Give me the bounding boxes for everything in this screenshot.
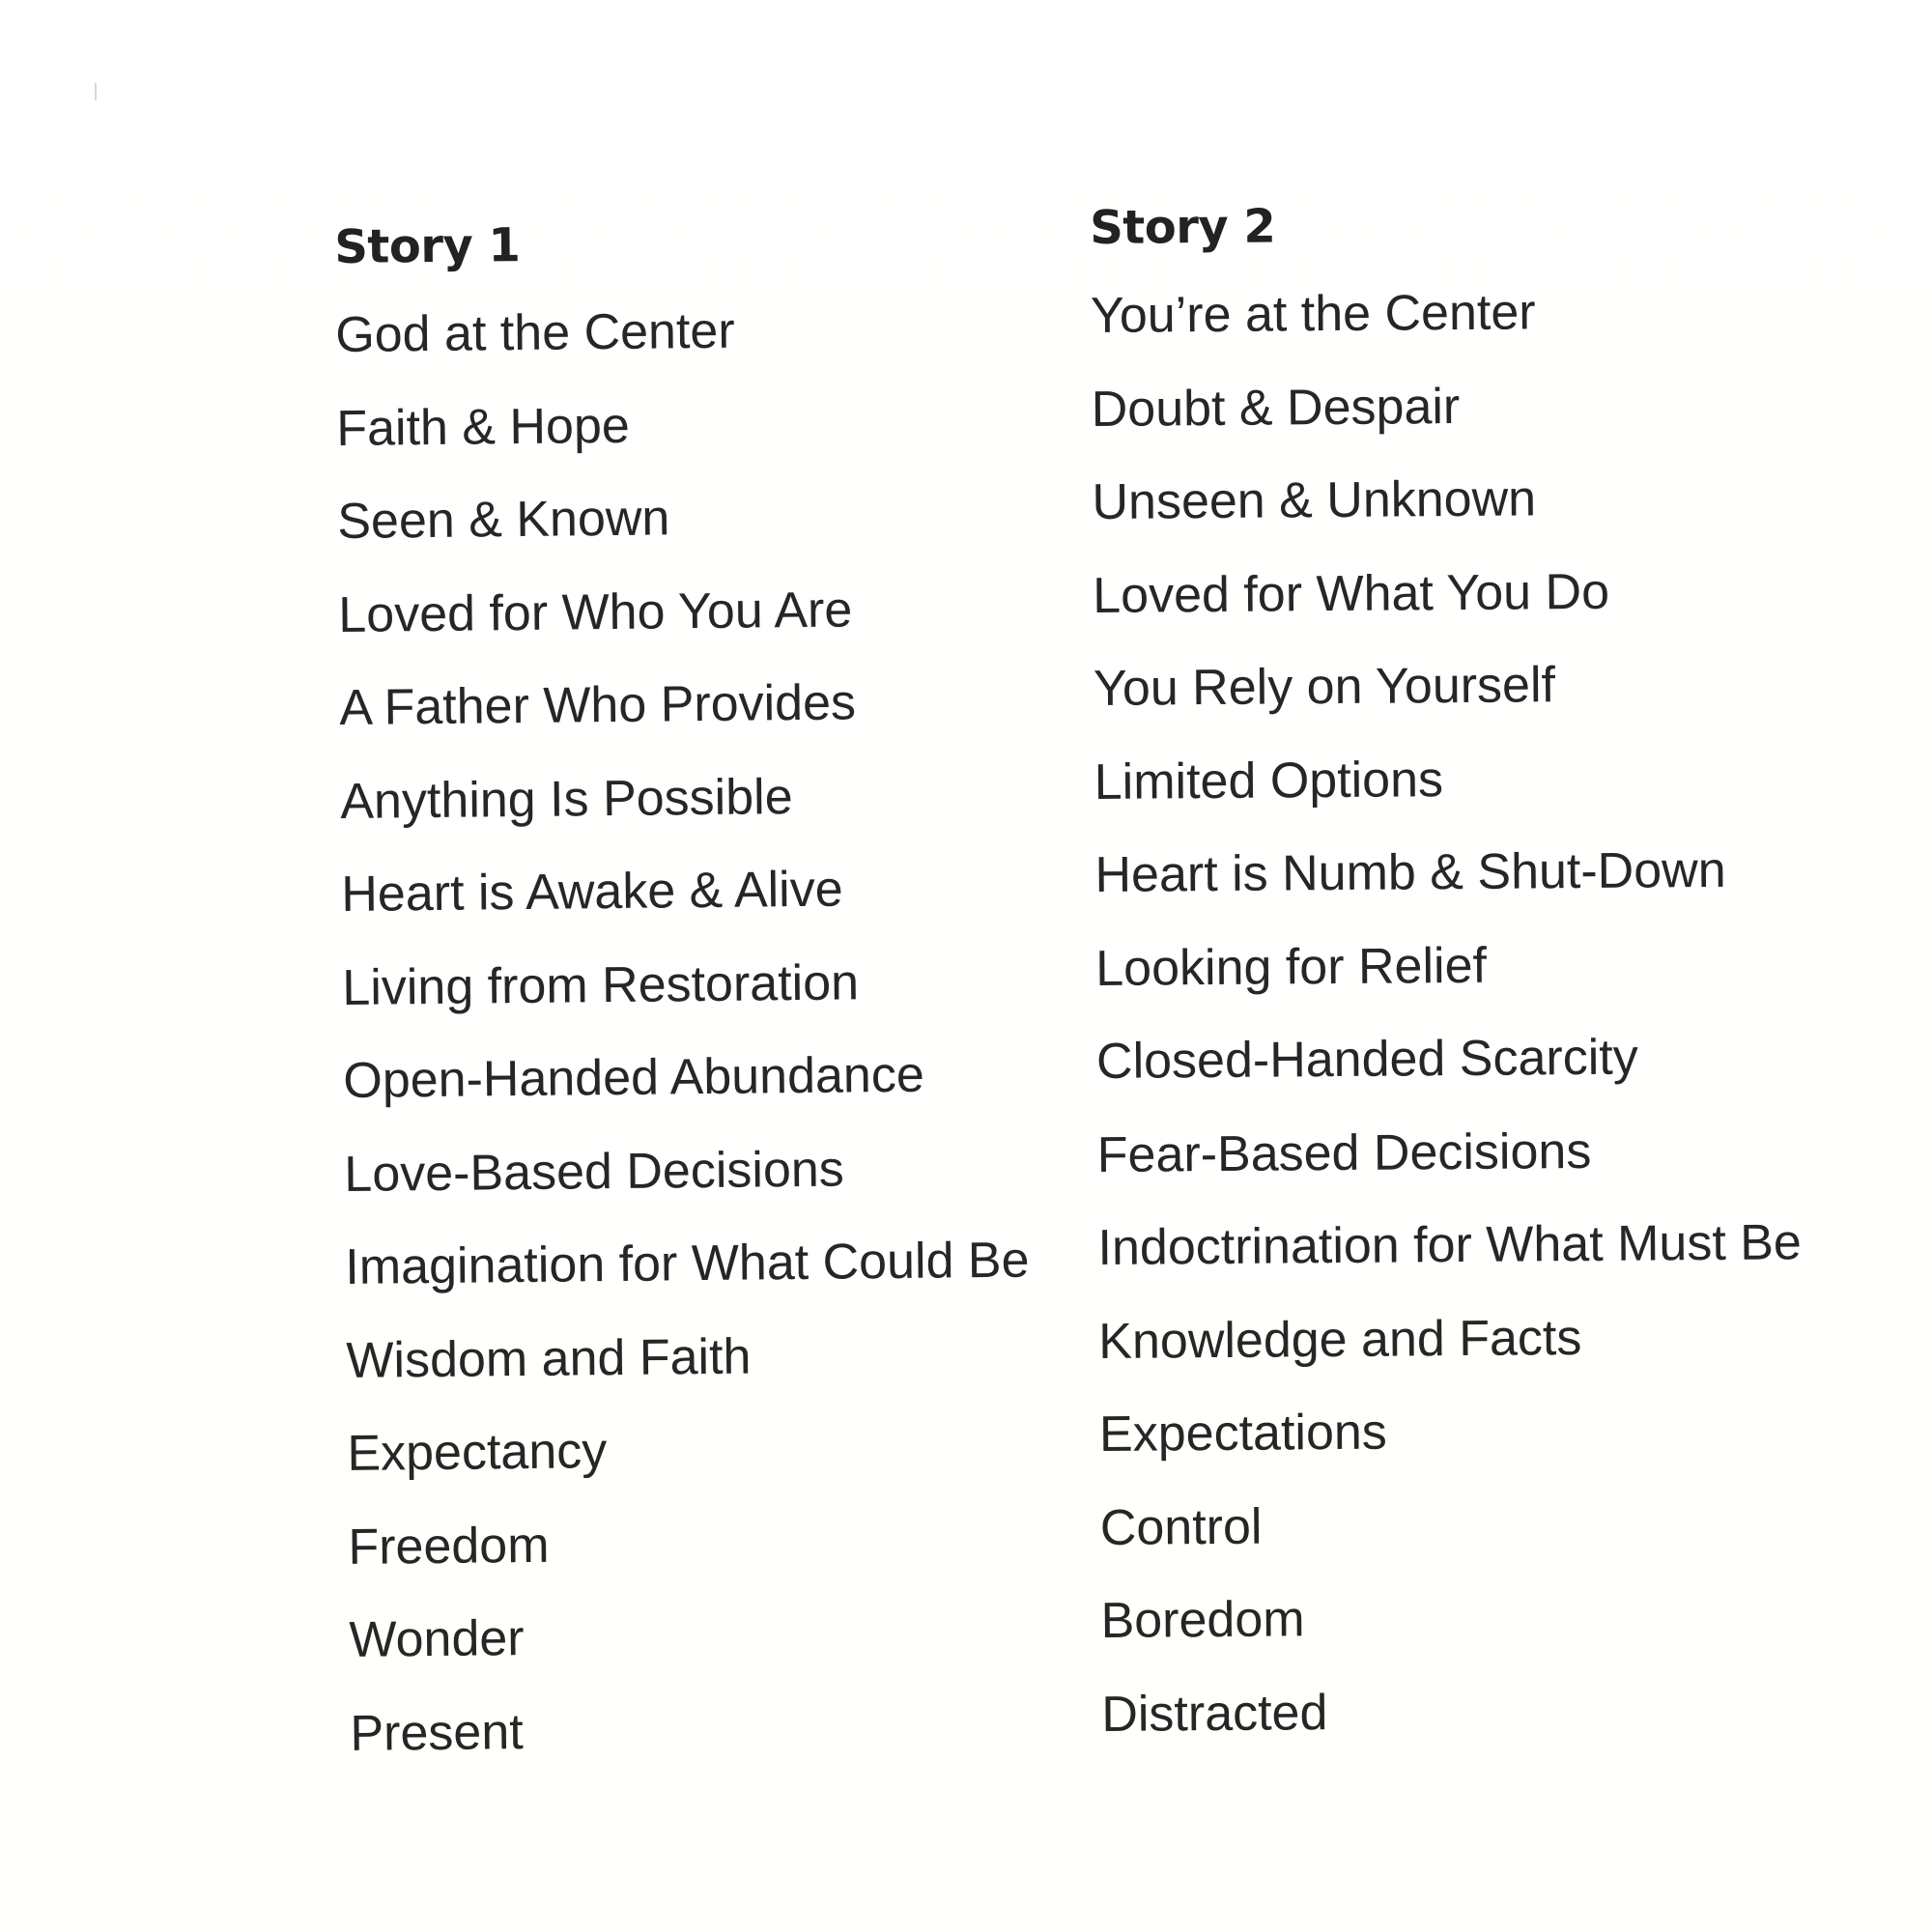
story-2-item: Indoctrination for What Must Be: [1097, 1214, 1803, 1276]
story-1-item: Imagination for What Could Be: [345, 1232, 1030, 1295]
story-1-item: Love-Based Decisions: [344, 1141, 845, 1203]
story-1-item: Loved for Who You Are: [337, 581, 853, 643]
story-2-item: Boredom: [1100, 1591, 1305, 1649]
story-1-item: Living from Restoration: [342, 953, 860, 1016]
story-2-item: Doubt & Despair: [1091, 378, 1461, 438]
story-1-item: A Father Who Provides: [339, 674, 857, 736]
story-2-item: Limited Options: [1094, 751, 1444, 810]
story-1-item: Anything Is Possible: [340, 768, 793, 830]
story-2-item: Looking for Relief: [1095, 937, 1488, 997]
story-2-item: Closed-Handed Scarcity: [1095, 1029, 1638, 1090]
story-2-item: Expectations: [1098, 1404, 1387, 1463]
story-1-column: [334, 211, 1085, 1798]
story-2-item: Heart is Numb & Shut-Down: [1094, 841, 1726, 903]
story-1-item: Freedom: [348, 1517, 550, 1576]
story-1-item: Faith & Hope: [335, 397, 631, 457]
story-2-item: Control: [1099, 1498, 1263, 1556]
story-1-heading: Story 1: [334, 217, 521, 274]
story-2-item: You’re at the Center: [1090, 284, 1536, 344]
story-1-item: Heart is Awake & Alive: [341, 861, 843, 923]
story-1-item: Seen & Known: [336, 490, 670, 550]
story-1-item: Wonder: [349, 1610, 525, 1668]
story-2-heading: Story 2: [1090, 199, 1276, 255]
story-2-item: Distracted: [1101, 1684, 1328, 1743]
story-2-item: Fear-Based Decisions: [1096, 1122, 1592, 1183]
story-2-item: You Rely on Yourself: [1093, 657, 1556, 717]
story-1-item: Expectancy: [347, 1423, 608, 1482]
story-2-item: Loved for What You Do: [1092, 563, 1610, 624]
story-2-column: [1090, 193, 1836, 1778]
story-1-item: God at the Center: [334, 302, 735, 363]
story-1-item: Open-Handed Abundance: [343, 1046, 925, 1109]
story-2-item: Unseen & Unknown: [1092, 470, 1537, 530]
story-2-item: Knowledge and Facts: [1098, 1309, 1582, 1370]
story-1-item: Wisdom and Faith: [346, 1328, 752, 1389]
page-mark: [95, 83, 97, 100]
story-1-item: Present: [350, 1703, 524, 1762]
